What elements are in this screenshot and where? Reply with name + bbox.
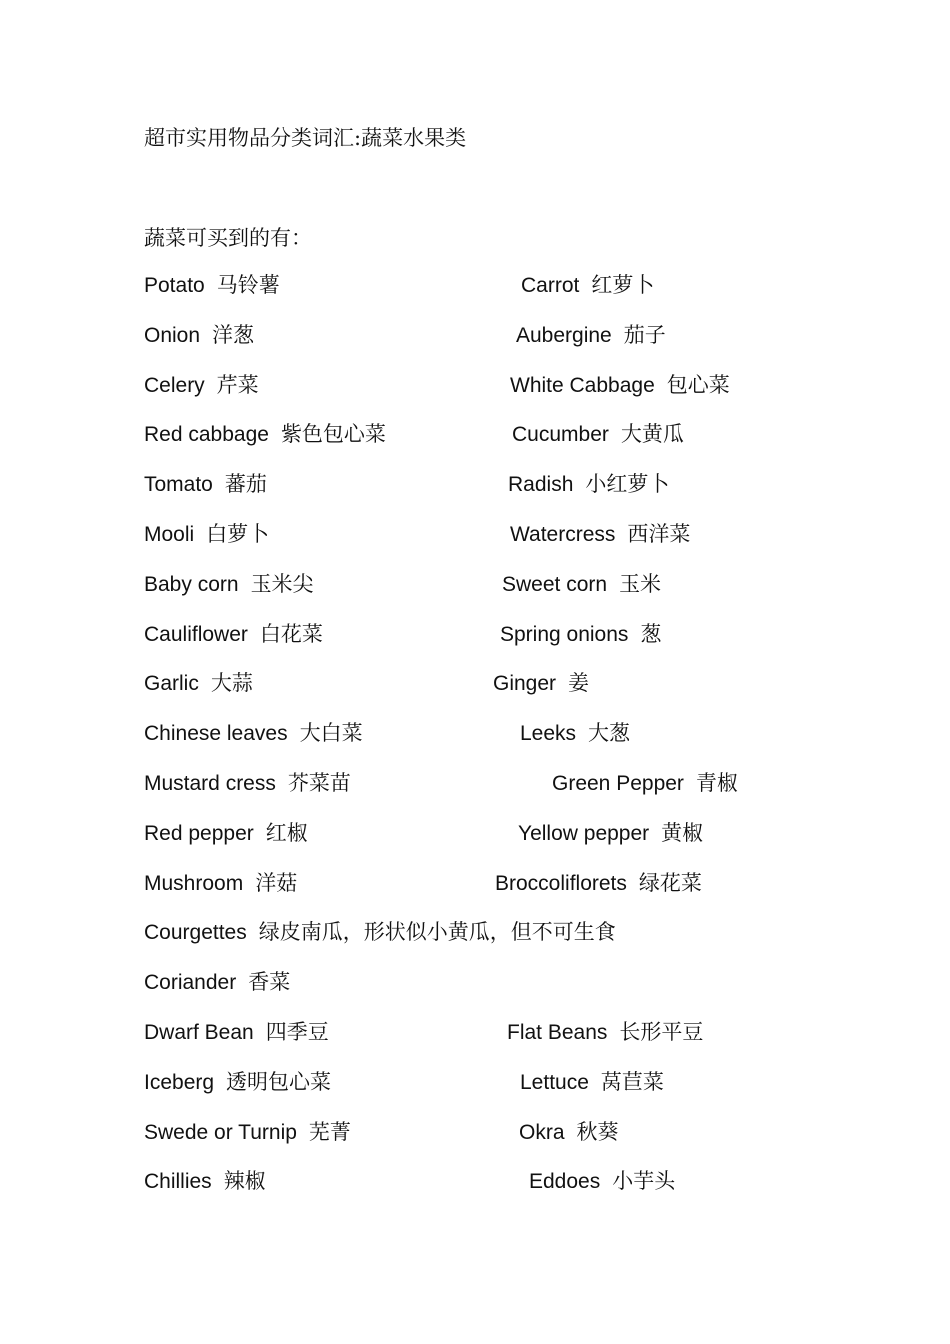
vocab-entry-left	[144, 370, 259, 401]
vocab-entry-right	[519, 1117, 619, 1148]
chinese-term: 秋葵	[576, 1119, 619, 1144]
vocab-entry-right	[510, 519, 690, 550]
vocab-entry-right	[495, 868, 702, 899]
vocab-entry-right	[529, 1166, 675, 1197]
english-term: Ginger	[493, 672, 557, 696]
english-term: Watercress	[510, 523, 616, 546]
vocab-row	[0, 519, 950, 549]
page-title: 超市实用物品分类词汇:蔬菜水果类	[144, 126, 467, 150]
chinese-term: 莴苣菜	[600, 1069, 664, 1094]
english-term: Green Pepper	[552, 772, 684, 795]
english-term: Tomato	[144, 473, 213, 497]
vocab-entry-right	[493, 668, 589, 699]
english-term: Celery	[144, 373, 205, 397]
vocab-row	[0, 1117, 950, 1147]
vocab-entry-left	[144, 469, 267, 500]
vocab-entry-left	[144, 1117, 351, 1148]
english-term: White Cabbage	[510, 373, 655, 397]
chinese-term: 芥菜苗	[287, 771, 351, 795]
vocab-entry-left	[144, 818, 308, 849]
vocab-entry-right	[520, 718, 630, 749]
chinese-term: 葱	[640, 621, 662, 646]
vocab-entry-left	[144, 1017, 329, 1048]
vocab-entry-left	[144, 320, 254, 351]
chinese-term: 大蒜	[210, 671, 253, 696]
vocab-entry-right	[502, 569, 661, 600]
chinese-term: 姜	[568, 671, 590, 696]
chinese-term: 大葱	[588, 721, 631, 746]
english-term: Radish	[508, 473, 574, 497]
chinese-term: 白萝卜	[206, 522, 270, 546]
vocab-row	[0, 370, 950, 400]
vocab-entry-right	[507, 1017, 703, 1048]
english-term: Potato	[144, 274, 205, 297]
chinese-term: 辣椒	[223, 1169, 266, 1194]
english-term: Garlic	[144, 672, 199, 696]
vocab-entry-right	[516, 320, 666, 351]
english-term: Sweet corn	[502, 572, 608, 596]
vocab-entry-left	[144, 967, 290, 998]
english-term: Baby corn	[144, 572, 239, 596]
english-term: Dwarf Bean	[144, 1021, 254, 1044]
english-term: Courgettes	[144, 921, 247, 945]
english-term: Eddoes	[529, 1170, 601, 1194]
chinese-term: 透明包心菜	[226, 1069, 332, 1094]
vocab-row	[0, 668, 950, 698]
vocab-row	[0, 320, 950, 350]
vocab-entry-right	[521, 270, 654, 301]
chinese-term: 大黄瓜	[620, 422, 684, 447]
chinese-term: 西洋菜	[627, 522, 691, 546]
vocab-entry-right	[520, 1067, 664, 1098]
vocab-row	[0, 469, 950, 499]
chinese-term: 绿皮南瓜，形状似小黄瓜，但不可生食	[258, 920, 616, 945]
chinese-term: 芹菜	[216, 372, 259, 397]
chinese-term: 绿花菜	[638, 870, 702, 895]
vocab-row	[0, 868, 950, 898]
vocab-row	[0, 569, 950, 599]
vocab-entry-left	[144, 917, 616, 948]
english-term: Chillies	[144, 1170, 212, 1194]
chinese-term: 包心菜	[666, 372, 730, 397]
vocab-entry-left	[144, 1067, 331, 1098]
vocab-entry-left	[144, 270, 280, 301]
chinese-term: 小芋头	[612, 1169, 676, 1194]
chinese-term: 洋葱	[212, 322, 255, 347]
chinese-term: 长形平豆	[619, 1020, 704, 1044]
english-term: Iceberg	[144, 1070, 215, 1094]
vocab-entry-left	[144, 519, 269, 550]
vocab-entry-right	[500, 619, 661, 650]
chinese-term: 白花菜	[259, 621, 323, 646]
vocab-entry-right	[508, 469, 669, 500]
vocab-row	[0, 1166, 950, 1196]
english-term: Leeks	[520, 722, 577, 746]
vocab-entry-right	[552, 768, 738, 799]
vocab-entry-left	[144, 1166, 266, 1197]
vocab-entry-right	[518, 818, 703, 849]
chinese-term: 大白菜	[299, 721, 363, 746]
vocab-entry-left	[144, 419, 386, 450]
section-heading: 蔬菜可买到的有：	[144, 226, 312, 250]
english-term: Chinese leaves	[144, 722, 288, 746]
english-term: Lettuce	[520, 1070, 589, 1094]
english-term: Mustard cress	[144, 772, 276, 795]
vocab-entry-left	[144, 768, 351, 799]
vocab-row	[0, 818, 950, 848]
vocab-entry-left	[144, 569, 314, 600]
chinese-term: 红椒	[265, 820, 308, 845]
vocab-entry-right	[512, 419, 684, 450]
english-term: Spring onions	[500, 622, 629, 646]
vocab-entry-left	[144, 619, 323, 650]
english-term: Mushroom	[144, 871, 244, 895]
chinese-term: 芜菁	[308, 1119, 351, 1144]
english-term: Coriander	[144, 971, 237, 995]
vocab-row	[0, 1067, 950, 1097]
english-term: Mooli	[144, 523, 195, 546]
chinese-term: 青椒	[695, 771, 738, 795]
english-term: Swede or Turnip	[144, 1120, 297, 1144]
english-term: Flat Beans	[507, 1021, 608, 1044]
vocab-row	[0, 768, 950, 798]
english-term: Onion	[144, 323, 201, 347]
vocab-entry-left	[144, 868, 297, 899]
chinese-term: 黄椒	[661, 820, 704, 845]
chinese-term: 香菜	[248, 970, 291, 995]
chinese-term: 茄子	[623, 322, 666, 347]
chinese-term: 玉米尖	[250, 571, 314, 596]
vocab-row	[0, 718, 950, 748]
chinese-term: 马铃薯	[216, 273, 280, 297]
english-term: Cucumber	[512, 423, 609, 447]
vocab-entry-left	[144, 718, 363, 749]
vocab-row	[0, 917, 950, 947]
chinese-term: 紫色包心菜	[280, 422, 386, 447]
vocab-row	[0, 619, 950, 649]
chinese-term: 玉米	[619, 571, 662, 596]
chinese-term: 红萝卜	[591, 273, 655, 297]
vocab-row	[0, 1017, 950, 1047]
vocab-entry-right	[510, 370, 730, 401]
chinese-term: 小红萝卜	[585, 472, 670, 497]
vocab-row	[0, 967, 950, 997]
english-term: Okra	[519, 1120, 565, 1144]
chinese-term: 蕃茄	[224, 472, 267, 497]
english-term: Aubergine	[516, 323, 612, 347]
english-term: Broccoliflorets	[495, 871, 627, 895]
vocab-entry-left	[144, 668, 253, 699]
english-term: Yellow pepper	[518, 821, 650, 845]
vocab-row	[0, 419, 950, 449]
chinese-term: 四季豆	[265, 1020, 329, 1044]
vocab-row	[0, 270, 950, 300]
english-term: Carrot	[521, 274, 580, 297]
english-term: Cauliflower	[144, 622, 248, 646]
english-term: Red pepper	[144, 821, 254, 845]
english-term: Red cabbage	[144, 423, 269, 447]
chinese-term: 洋菇	[255, 870, 298, 895]
